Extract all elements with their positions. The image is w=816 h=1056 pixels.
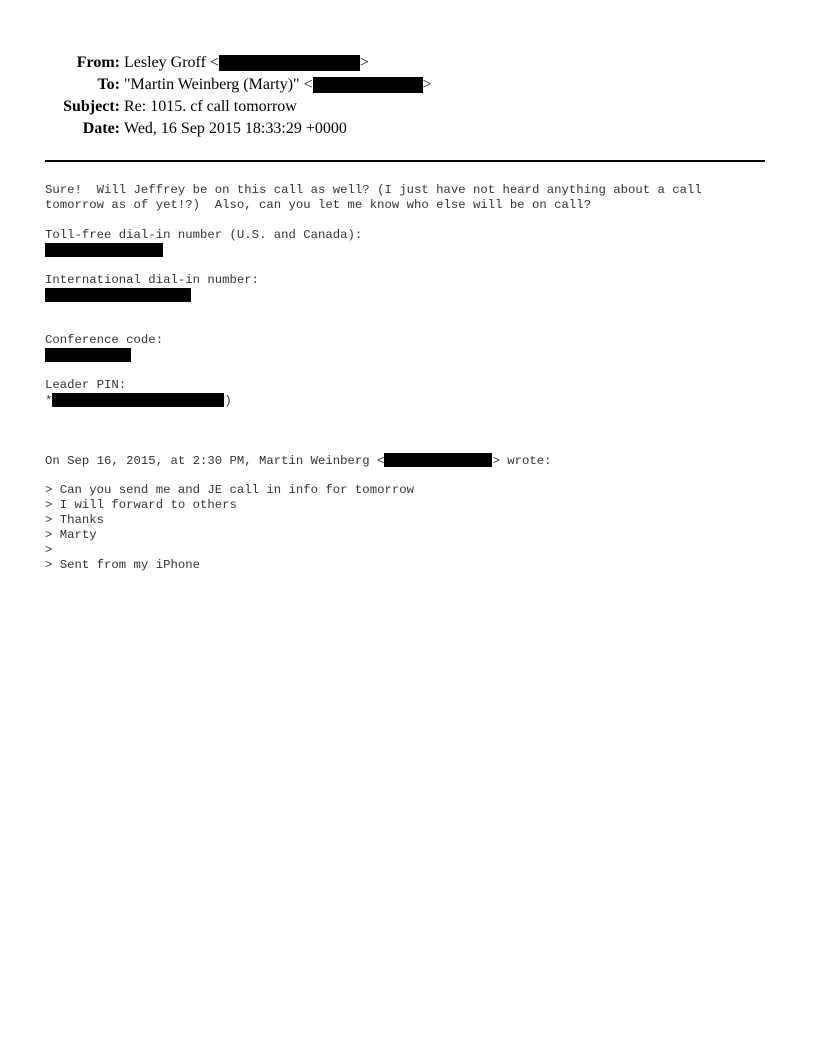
to-row	[0, 74, 816, 96]
tollfree-label: Toll-free dial-in number (U.S. and Canada):	[45, 228, 363, 242]
redaction-box	[384, 453, 492, 467]
quote-intro-text: On Sep 16, 2015, at 2:30 PM, Martin Weinberg <	[45, 454, 385, 468]
quote-intro-end: > wrote:	[492, 454, 552, 468]
blank-line	[45, 363, 775, 378]
to-value	[124, 74, 432, 96]
blank-line	[45, 258, 775, 273]
redaction-box	[219, 55, 360, 71]
pin-prefix: *	[45, 394, 53, 408]
quote-line: > Can you send me and JE call in info for tomorrow	[45, 483, 414, 497]
from-value	[124, 52, 369, 74]
from-row	[0, 52, 816, 74]
blank-line	[45, 318, 775, 333]
quote-line: > Marty	[45, 528, 97, 542]
tollfree-number	[45, 243, 775, 258]
pin-suffix: )	[224, 394, 232, 408]
body-line: Sure! Will Jeffrey be on this call as well? (I just have not heard anything about a call	[45, 183, 702, 197]
pin-label: Leader PIN:	[45, 378, 127, 392]
quote-line: > Thanks	[45, 513, 105, 527]
redaction-box	[45, 348, 131, 362]
header-divider	[45, 160, 765, 162]
conf-code	[45, 348, 775, 363]
subject-row	[0, 96, 816, 118]
from-name: Lesley Groff <	[124, 54, 219, 71]
redaction-box	[52, 393, 224, 407]
blank-line	[45, 423, 775, 438]
to-close: >	[422, 76, 432, 93]
from-label: From:	[76, 54, 120, 71]
email-body	[45, 183, 775, 573]
quote-line: >	[45, 543, 53, 557]
redaction-box	[45, 288, 191, 302]
pin-value	[45, 393, 775, 408]
blank-line	[45, 303, 775, 318]
conf-label: Conference code:	[45, 333, 164, 347]
blank-line	[45, 438, 775, 453]
blank-line	[45, 213, 775, 228]
date-value: Wed, 16 Sep 2015 18:33:29 +0000	[124, 120, 347, 137]
blank-line	[45, 408, 775, 423]
intl-number	[45, 288, 775, 303]
email-header	[0, 52, 816, 140]
redaction-box	[45, 243, 163, 257]
intl-label: International dial-in number:	[45, 273, 260, 287]
quote-line: > I will forward to others	[45, 498, 237, 512]
subject-label: Subject:	[63, 98, 120, 115]
quote-intro	[45, 453, 775, 468]
date-row	[0, 118, 816, 140]
to-name: "Martin Weinberg (Marty)" <	[124, 76, 313, 93]
quote-line: > Sent from my iPhone	[45, 558, 200, 572]
from-close: >	[359, 54, 369, 71]
subject-value: Re: 1015. cf call tomorrow	[124, 98, 297, 115]
body-line: tomorrow as of yet!?) Also, can you let me know who else will be on call?	[45, 198, 592, 212]
blank-line	[45, 468, 775, 483]
to-label: To:	[97, 76, 120, 93]
redaction-box	[313, 77, 423, 93]
date-label: Date:	[82, 120, 120, 137]
